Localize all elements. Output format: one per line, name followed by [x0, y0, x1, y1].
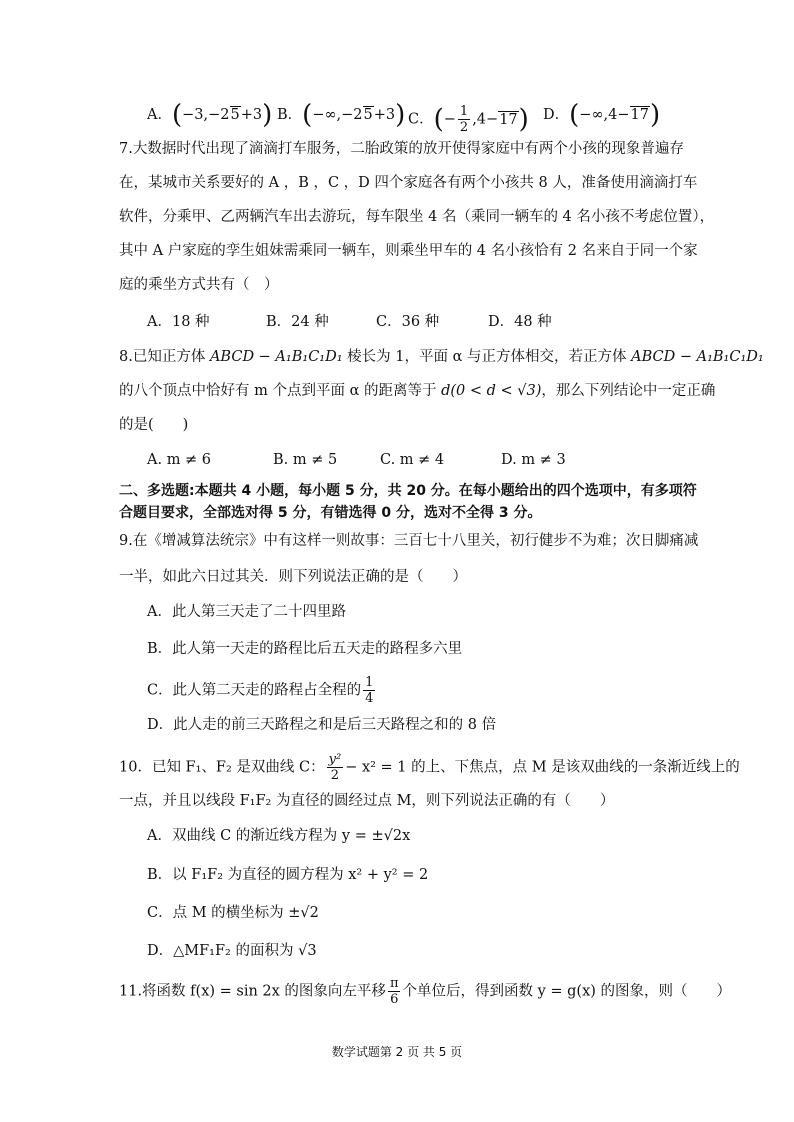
q6-option-c: C．(− $\frac{1}{2}$ ,4−17): [408, 104, 529, 135]
q8-option-d: D. m ≠ 3: [501, 452, 566, 468]
q7-option-b: B．24 种: [266, 314, 329, 330]
q7-option-c: C．36 种: [376, 314, 440, 330]
q9-option-d: D．此人走的前三天路程之和是后三天路程之和的 8 倍: [147, 717, 497, 733]
q10-option-a: A．双曲线 C 的渐近线方程为 y = ±√2x: [147, 828, 411, 844]
q6-option-b: B．(−∞,−25+3): [277, 100, 406, 130]
q7-option-d: D．48 种: [488, 314, 552, 330]
q7-option-a: A．18 种: [147, 314, 210, 330]
q7-line-5: 庭的乘坐方式共有（ ）: [119, 277, 279, 293]
q8-line-3: 的是( ): [119, 417, 189, 433]
q9-option-a: A．此人第三天走了二十四里路: [147, 604, 346, 620]
q7-line-1: 7.大数据时代出现了滴滴打车服务，二胎政策的放开使得家庭中有两个小孩的现象普遍存: [119, 141, 684, 157]
q10-option-b: B．以 F₁F₂ 为直径的圆方程为 x² + y² = 2: [147, 867, 429, 883]
q7-line-2: 在，某城市关系要好的 A ，B ，C ，D 四个家庭各有两个小孩共 8 人，准备使用滴滴打车: [119, 175, 698, 191]
q11-line-1: 11.将函数 f(x) = sin 2x 的图象向左平移 $\frac{\pi}{6}$ 个单位后，得到函数 y = g(x) 的图象，则（ ）: [119, 976, 732, 1007]
q8-option-b: B. m ≠ 5: [273, 452, 338, 468]
q9-option-b: B．此人第一天走的路程比后五天走的路程多六里: [147, 641, 463, 657]
section2-heading-line-1: 二、多选题:本题共 4 小题，每小题 5 分，共 20 分。在每小题给出的四个选项中，有多项符: [119, 483, 697, 499]
q8-option-a: A. m ≠ 6: [147, 452, 212, 468]
q8-line-1: 8.已知正方体 ABCD − A₁B₁C₁D₁ 棱长为 1，平面 α 与正方体相交，若正方体 ABCD − A₁B₁C₁D₁: [119, 349, 764, 365]
q7-line-3: 软件，分乘甲、乙两辆汽车出去游玩，每车限坐 4 名（乘同一辆车的 4 名小孩不考虑位置），: [119, 209, 715, 225]
q10-line-1: 10．已知 F₁、F₂ 是双曲线 C： $\frac{\text{y²}}{2}$ − x² = 1 的上、下焦点，点 M 是该双曲线的一条渐近线上的: [119, 752, 740, 783]
q8-line-2: 的八个顶点中恰好有 m 个点到平面 α 的距离等于 d(0 < d < √3)，那么下列结论中一定正确: [119, 383, 716, 399]
section2-heading-line-2: 合题目要求，全部选对得 5 分，有错选得 0 分，选对不全得 3 分。: [119, 505, 542, 521]
q9-option-c: C．此人第二天走的路程占全程的 $\frac{1}{4}$: [147, 675, 374, 706]
q6-option-a: A．(−3,−25+3): [147, 100, 273, 130]
q10-line-2: 一点，并且以线段 F₁F₂ 为直径的圆经过点 M，则下列说法正确的有（ ）: [119, 793, 615, 809]
q9-line-2: 一半，如此六日过其关．则下列说法正确的是（ ）: [119, 569, 467, 585]
q10-option-c: C．点 M 的横坐标为 ±√2: [147, 905, 319, 921]
q6-option-d: D．(−∞,4−17): [543, 100, 661, 130]
q8-option-c: C. m ≠ 4: [380, 452, 445, 468]
q9-line-1: 9.在《增减算法统宗》中有这样一则故事：三百七十八里关，初行健步不为难；次日脚痛减: [119, 533, 699, 549]
q10-option-d: D．△MF₁F₂ 的面积为 √3: [147, 943, 317, 959]
q7-line-4: 其中 A 户家庭的孪生姐妹需乘同一辆车，则乘坐甲车的 4 名小孩恰有 2 名来自于同一个家: [119, 243, 698, 259]
page-footer: 数学试题第 2 页 共 5 页: [331, 1045, 463, 1059]
